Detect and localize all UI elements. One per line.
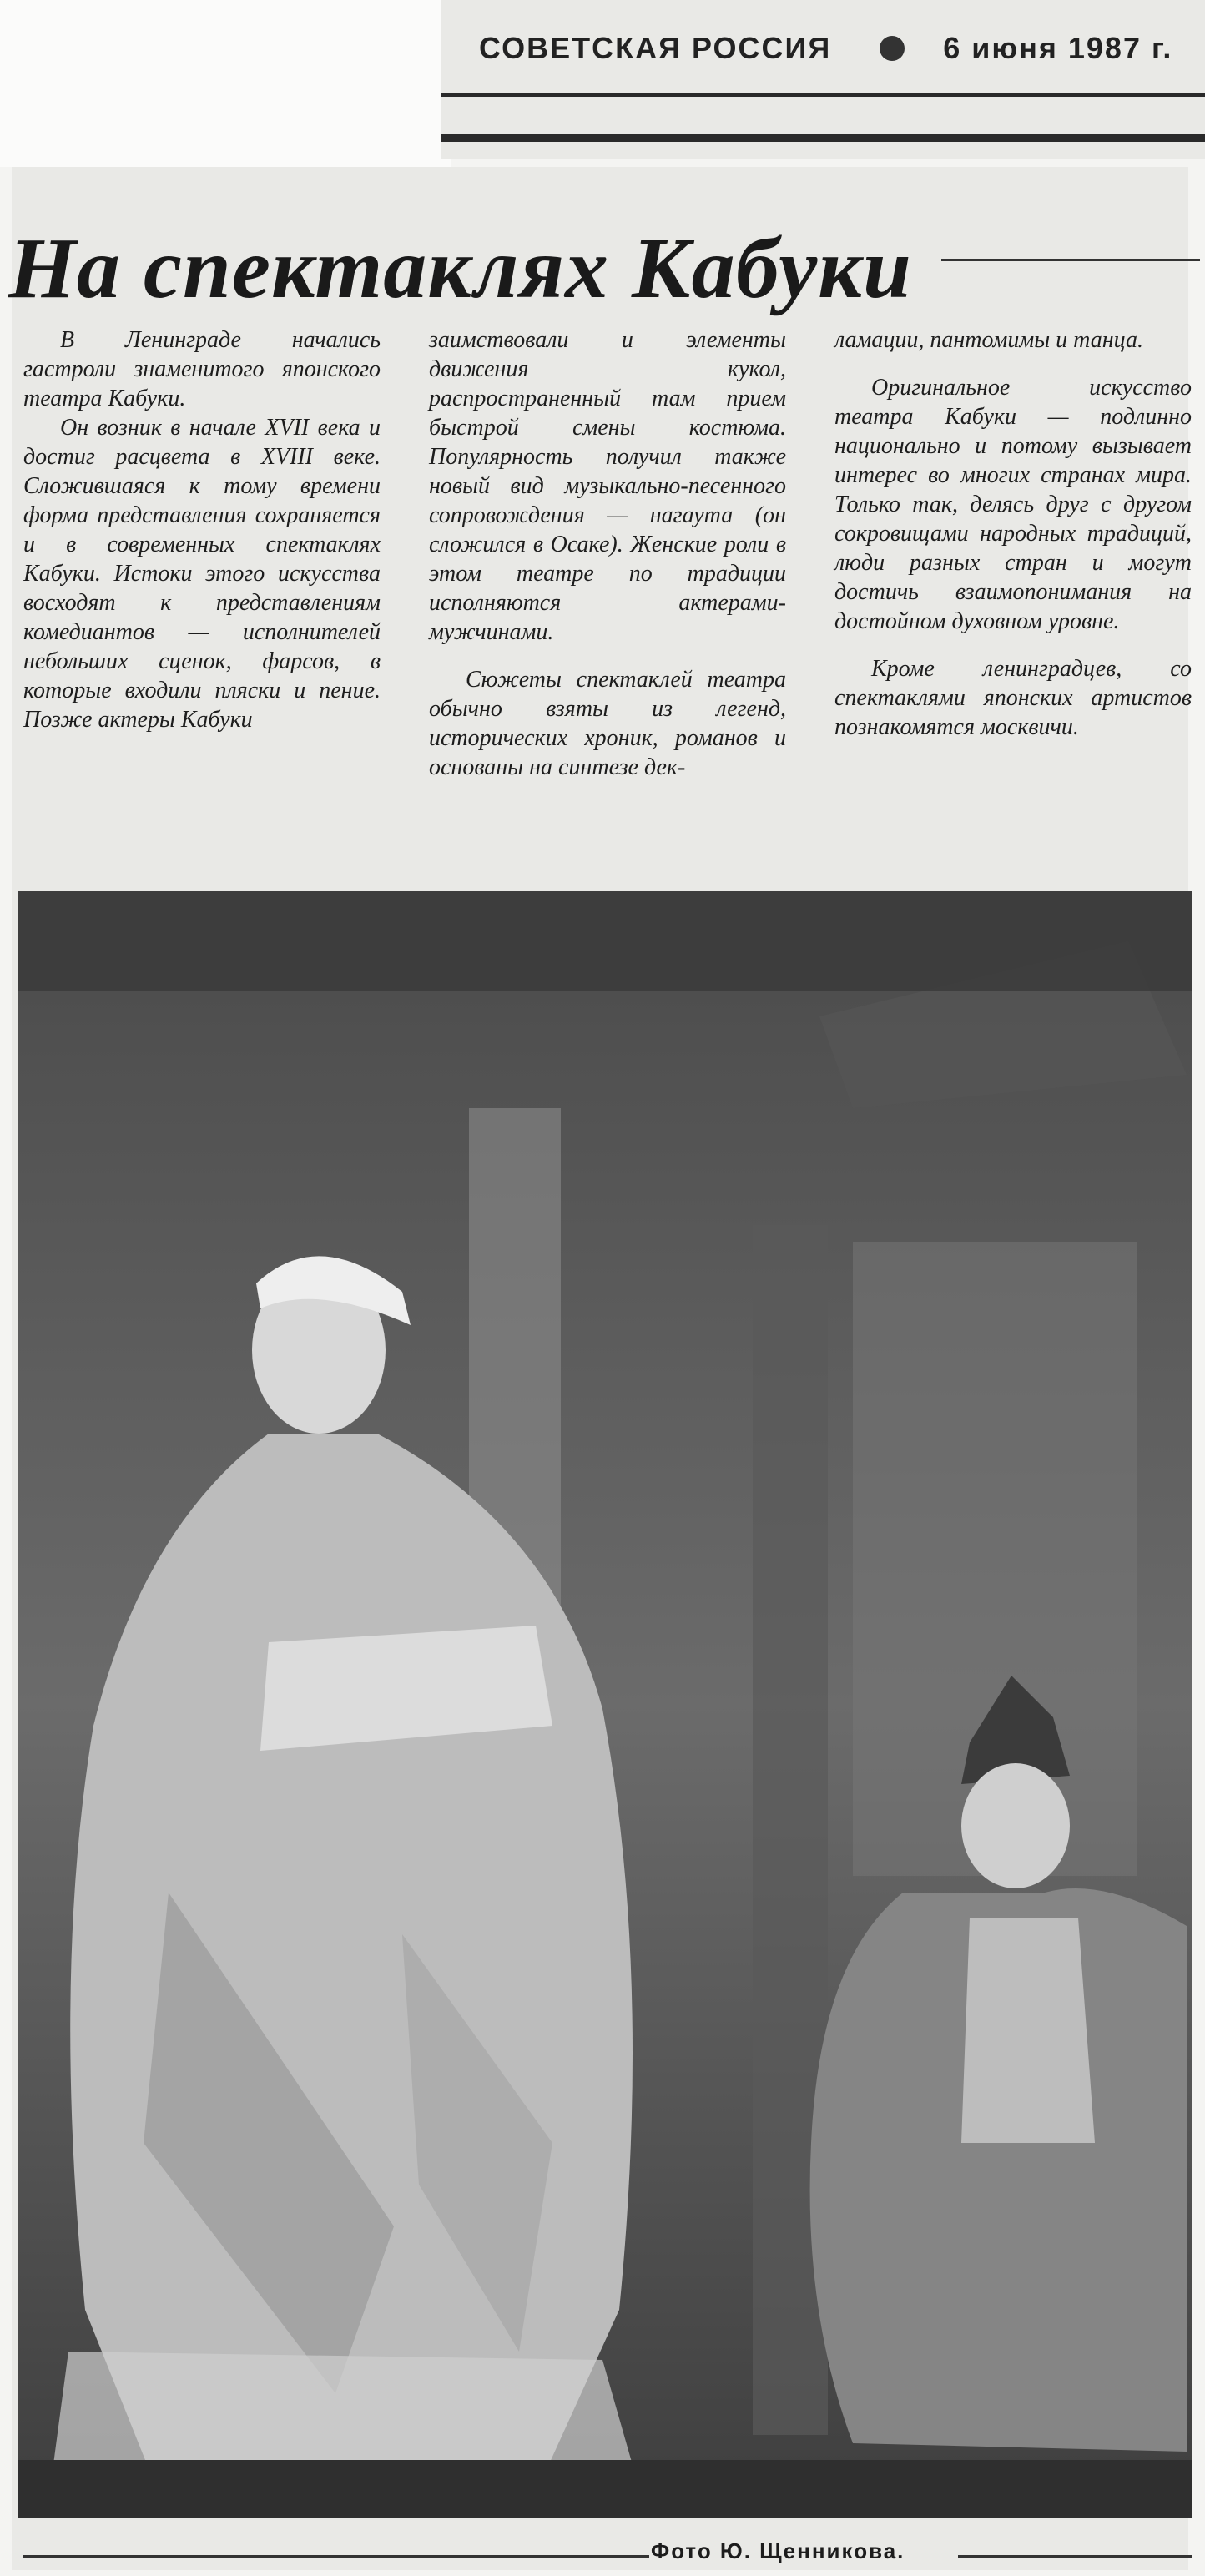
paragraph: Кроме ленинградцев, со спектаклями японских артистов познакомятся москвичи. (834, 656, 1192, 740)
column-2 (429, 325, 786, 885)
paragraph: заимствовали и элементы движения кукол, распространенный там прием быстрой смены костюма. Популярность получил также новый вид музыкально-песенного сопровождения — нагаута (он сложился в Осаке). Женские роли в этом театре по традиции исполняются актерами-мужчинами. (429, 327, 786, 645)
column-1 (23, 325, 381, 885)
paragraph: В Ленинграде начались гастроли знаменитого японского театра Кабуки. (23, 327, 381, 411)
masthead-rule-thick (441, 134, 1205, 142)
paragraph: Сюжеты спектаклей театра обычно взяты из легенд, исторических хроник, романов и основаны на синтезе дек- (429, 667, 786, 780)
article-title: На спектаклях Кабуки (8, 220, 912, 316)
page-margin (0, 0, 451, 167)
newspaper-name: СОВЕТСКАЯ РОССИЯ (479, 31, 832, 65)
masthead-rule (441, 93, 1205, 97)
title-rule (941, 259, 1200, 261)
masthead (479, 23, 1205, 73)
issue-date: 6 июня 1987 г. (943, 31, 1173, 65)
masthead-dot-icon (880, 36, 905, 61)
caption-rule (958, 2555, 1192, 2558)
photo-caption: Фото Ю. Щенникова. (651, 2538, 905, 2563)
column-3 (834, 325, 1192, 885)
paragraph: Он возник в начале XVII века и достиг расцвета в XVIII веке. Сложившаяся к тому времени форма представления сохраняется и в современных спектаклях Кабуки. Истоки этого искусства восходят к представлениям комедиантов — исполнителей небольших сценок, фарсов, в которые входили пляски и пение. Позже актеры Кабуки (23, 415, 381, 733)
paragraph: Оригинальное искусство театра Кабуки — подлинно национально и потому вызывает интерес во многих странах мира. Только так, делясь друг с другом сокровищами народных традиций, люди разных стран и могут достичь взаимопонимания на достойном духовном уровне. (834, 375, 1192, 634)
kabuki-photo (18, 891, 1192, 2518)
caption-rule (23, 2555, 649, 2558)
photo-illustration (18, 891, 1192, 2518)
paragraph: ламации, пантомимы и танца. (834, 327, 1143, 353)
article-body (23, 325, 1192, 885)
